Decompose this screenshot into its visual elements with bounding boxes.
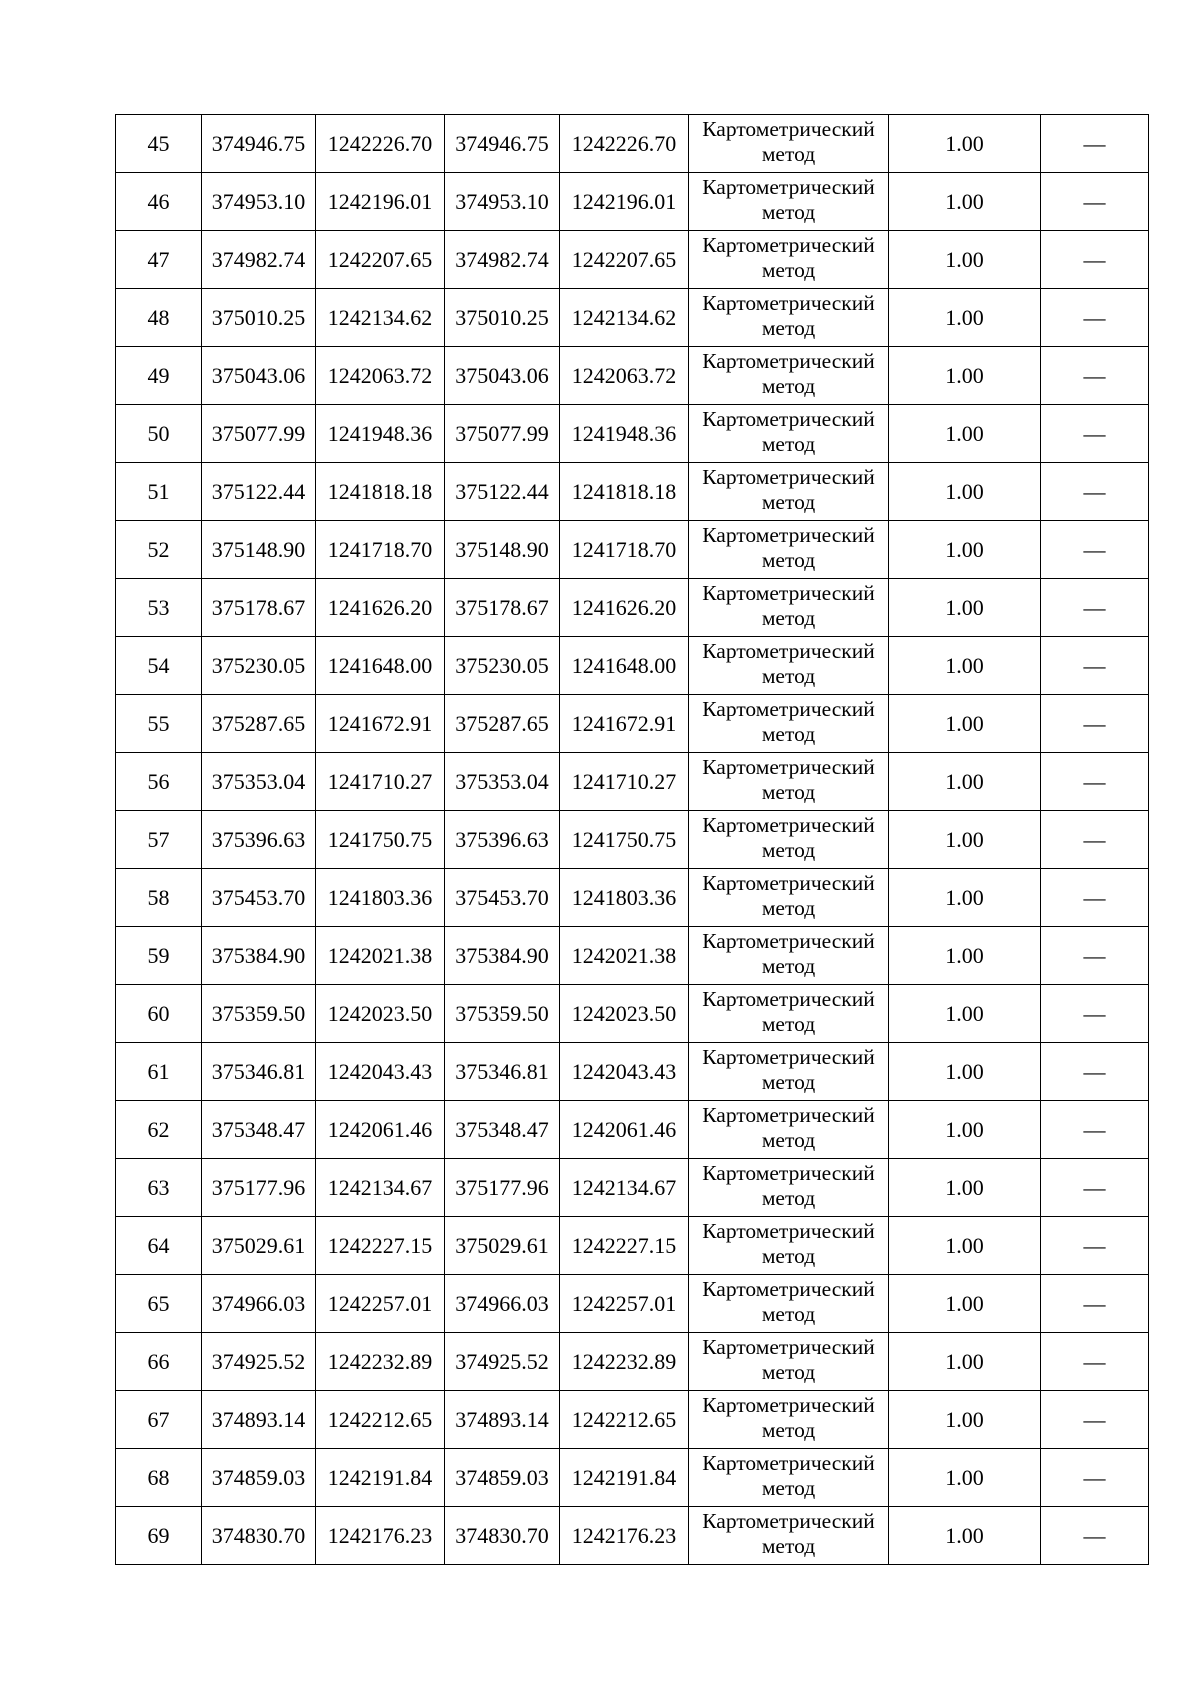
point-number-cell: 66 (116, 1333, 202, 1391)
x-new-cell: 375177.96 (445, 1159, 560, 1217)
point-number-cell: 60 (116, 985, 202, 1043)
y-new-cell: 1242196.01 (560, 173, 689, 231)
table-row (116, 695, 1149, 753)
y-new-cell: 1241626.20 (560, 579, 689, 637)
method-cell: Картометрический метод (689, 637, 889, 695)
method-cell: Картометрический метод (689, 521, 889, 579)
table-row (116, 521, 1149, 579)
x-old-cell: 375178.67 (202, 579, 316, 637)
table-row (116, 1275, 1149, 1333)
description-cell: — (1041, 289, 1149, 347)
y-old-cell: 1242212.65 (316, 1391, 445, 1449)
method-cell: Картометрический метод (689, 579, 889, 637)
y-old-cell: 1241648.00 (316, 637, 445, 695)
accuracy-cell: 1.00 (889, 1159, 1041, 1217)
method-cell: Картометрический метод (689, 1159, 889, 1217)
x-new-cell: 375122.44 (445, 463, 560, 521)
accuracy-cell: 1.00 (889, 753, 1041, 811)
description-cell: — (1041, 869, 1149, 927)
description-cell: — (1041, 637, 1149, 695)
method-cell: Картометрический метод (689, 1391, 889, 1449)
y-old-cell: 1242227.15 (316, 1217, 445, 1275)
accuracy-cell: 1.00 (889, 1333, 1041, 1391)
x-new-cell: 375230.05 (445, 637, 560, 695)
table-body (116, 115, 1149, 1565)
method-cell: Картометрический метод (689, 1507, 889, 1565)
point-number-cell: 59 (116, 927, 202, 985)
accuracy-cell: 1.00 (889, 637, 1041, 695)
description-cell: — (1041, 521, 1149, 579)
table-row (116, 811, 1149, 869)
method-cell: Картометрический метод (689, 1217, 889, 1275)
x-old-cell: 375396.63 (202, 811, 316, 869)
x-new-cell: 375029.61 (445, 1217, 560, 1275)
table-row (116, 231, 1149, 289)
accuracy-cell: 1.00 (889, 173, 1041, 231)
y-new-cell: 1242063.72 (560, 347, 689, 405)
x-old-cell: 375177.96 (202, 1159, 316, 1217)
y-old-cell: 1242063.72 (316, 347, 445, 405)
description-cell: — (1041, 1043, 1149, 1101)
y-new-cell: 1242023.50 (560, 985, 689, 1043)
x-new-cell: 375077.99 (445, 405, 560, 463)
y-old-cell: 1242207.65 (316, 231, 445, 289)
x-new-cell: 375287.65 (445, 695, 560, 753)
y-old-cell: 1241750.75 (316, 811, 445, 869)
x-old-cell: 374925.52 (202, 1333, 316, 1391)
table-row (116, 347, 1149, 405)
y-new-cell: 1241750.75 (560, 811, 689, 869)
table-row (116, 985, 1149, 1043)
method-cell: Картометрический метод (689, 753, 889, 811)
description-cell: — (1041, 405, 1149, 463)
x-new-cell: 374830.70 (445, 1507, 560, 1565)
accuracy-cell: 1.00 (889, 985, 1041, 1043)
accuracy-cell: 1.00 (889, 405, 1041, 463)
x-new-cell: 375043.06 (445, 347, 560, 405)
x-new-cell: 375346.81 (445, 1043, 560, 1101)
accuracy-cell: 1.00 (889, 695, 1041, 753)
x-new-cell: 374946.75 (445, 115, 560, 173)
method-cell: Картометрический метод (689, 347, 889, 405)
accuracy-cell: 1.00 (889, 1449, 1041, 1507)
table-row (116, 1101, 1149, 1159)
point-number-cell: 47 (116, 231, 202, 289)
point-number-cell: 63 (116, 1159, 202, 1217)
y-new-cell: 1241803.36 (560, 869, 689, 927)
y-new-cell: 1242212.65 (560, 1391, 689, 1449)
accuracy-cell: 1.00 (889, 521, 1041, 579)
x-new-cell: 375010.25 (445, 289, 560, 347)
y-old-cell: 1242176.23 (316, 1507, 445, 1565)
point-number-cell: 69 (116, 1507, 202, 1565)
x-old-cell: 375122.44 (202, 463, 316, 521)
accuracy-cell: 1.00 (889, 1275, 1041, 1333)
y-new-cell: 1242021.38 (560, 927, 689, 985)
accuracy-cell: 1.00 (889, 115, 1041, 173)
table-row (116, 1507, 1149, 1565)
description-cell: — (1041, 173, 1149, 231)
y-old-cell: 1242021.38 (316, 927, 445, 985)
y-new-cell: 1242257.01 (560, 1275, 689, 1333)
y-new-cell: 1241718.70 (560, 521, 689, 579)
description-cell: — (1041, 927, 1149, 985)
table-row (116, 1333, 1149, 1391)
method-cell: Картометрический метод (689, 1449, 889, 1507)
x-old-cell: 374830.70 (202, 1507, 316, 1565)
accuracy-cell: 1.00 (889, 1507, 1041, 1565)
x-old-cell: 375346.81 (202, 1043, 316, 1101)
accuracy-cell: 1.00 (889, 811, 1041, 869)
table-row (116, 579, 1149, 637)
description-cell: — (1041, 1333, 1149, 1391)
accuracy-cell: 1.00 (889, 1043, 1041, 1101)
point-number-cell: 64 (116, 1217, 202, 1275)
method-cell: Картометрический метод (689, 1275, 889, 1333)
y-new-cell: 1241710.27 (560, 753, 689, 811)
table-row (116, 927, 1149, 985)
method-cell: Картометрический метод (689, 405, 889, 463)
table-row (116, 869, 1149, 927)
x-new-cell: 374893.14 (445, 1391, 560, 1449)
x-old-cell: 374953.10 (202, 173, 316, 231)
x-old-cell: 375043.06 (202, 347, 316, 405)
y-old-cell: 1242134.67 (316, 1159, 445, 1217)
method-cell: Картометрический метод (689, 173, 889, 231)
method-cell: Картометрический метод (689, 869, 889, 927)
accuracy-cell: 1.00 (889, 231, 1041, 289)
x-new-cell: 375453.70 (445, 869, 560, 927)
table-row (116, 115, 1149, 173)
y-new-cell: 1242134.67 (560, 1159, 689, 1217)
y-old-cell: 1242232.89 (316, 1333, 445, 1391)
accuracy-cell: 1.00 (889, 463, 1041, 521)
x-old-cell: 374982.74 (202, 231, 316, 289)
coordinates-table (115, 114, 1149, 1565)
x-new-cell: 374953.10 (445, 173, 560, 231)
accuracy-cell: 1.00 (889, 579, 1041, 637)
x-new-cell: 375384.90 (445, 927, 560, 985)
point-number-cell: 57 (116, 811, 202, 869)
x-new-cell: 374982.74 (445, 231, 560, 289)
x-old-cell: 374946.75 (202, 115, 316, 173)
y-old-cell: 1241672.91 (316, 695, 445, 753)
point-number-cell: 54 (116, 637, 202, 695)
x-new-cell: 375148.90 (445, 521, 560, 579)
point-number-cell: 49 (116, 347, 202, 405)
y-new-cell: 1241648.00 (560, 637, 689, 695)
accuracy-cell: 1.00 (889, 927, 1041, 985)
method-cell: Картометрический метод (689, 695, 889, 753)
y-old-cell: 1242226.70 (316, 115, 445, 173)
description-cell: — (1041, 1391, 1149, 1449)
x-old-cell: 375077.99 (202, 405, 316, 463)
y-old-cell: 1242061.46 (316, 1101, 445, 1159)
method-cell: Картометрический метод (689, 1101, 889, 1159)
accuracy-cell: 1.00 (889, 1391, 1041, 1449)
x-old-cell: 374966.03 (202, 1275, 316, 1333)
description-cell: — (1041, 115, 1149, 173)
method-cell: Картометрический метод (689, 985, 889, 1043)
table-row (116, 1217, 1149, 1275)
description-cell: — (1041, 1507, 1149, 1565)
accuracy-cell: 1.00 (889, 347, 1041, 405)
y-new-cell: 1242226.70 (560, 115, 689, 173)
y-new-cell: 1241948.36 (560, 405, 689, 463)
x-old-cell: 374859.03 (202, 1449, 316, 1507)
point-number-cell: 58 (116, 869, 202, 927)
y-old-cell: 1242043.43 (316, 1043, 445, 1101)
y-old-cell: 1242257.01 (316, 1275, 445, 1333)
x-old-cell: 375029.61 (202, 1217, 316, 1275)
y-new-cell: 1242232.89 (560, 1333, 689, 1391)
x-new-cell: 374925.52 (445, 1333, 560, 1391)
point-number-cell: 62 (116, 1101, 202, 1159)
y-new-cell: 1242061.46 (560, 1101, 689, 1159)
y-new-cell: 1242134.62 (560, 289, 689, 347)
y-old-cell: 1241626.20 (316, 579, 445, 637)
y-old-cell: 1242196.01 (316, 173, 445, 231)
table-row (116, 637, 1149, 695)
accuracy-cell: 1.00 (889, 1217, 1041, 1275)
y-new-cell: 1242227.15 (560, 1217, 689, 1275)
accuracy-cell: 1.00 (889, 869, 1041, 927)
y-old-cell: 1241710.27 (316, 753, 445, 811)
point-number-cell: 55 (116, 695, 202, 753)
description-cell: — (1041, 347, 1149, 405)
method-cell: Картометрический метод (689, 115, 889, 173)
x-new-cell: 375396.63 (445, 811, 560, 869)
accuracy-cell: 1.00 (889, 289, 1041, 347)
description-cell: — (1041, 1159, 1149, 1217)
method-cell: Картометрический метод (689, 1333, 889, 1391)
y-new-cell: 1242207.65 (560, 231, 689, 289)
point-number-cell: 56 (116, 753, 202, 811)
y-new-cell: 1241672.91 (560, 695, 689, 753)
method-cell: Картометрический метод (689, 463, 889, 521)
y-new-cell: 1242191.84 (560, 1449, 689, 1507)
table-row (116, 1043, 1149, 1101)
x-new-cell: 375348.47 (445, 1101, 560, 1159)
point-number-cell: 68 (116, 1449, 202, 1507)
table-row (116, 463, 1149, 521)
y-old-cell: 1242134.62 (316, 289, 445, 347)
x-old-cell: 375348.47 (202, 1101, 316, 1159)
table-row (116, 753, 1149, 811)
accuracy-cell: 1.00 (889, 1101, 1041, 1159)
description-cell: — (1041, 753, 1149, 811)
table-row (116, 1449, 1149, 1507)
y-old-cell: 1241803.36 (316, 869, 445, 927)
table-row (116, 289, 1149, 347)
x-old-cell: 375359.50 (202, 985, 316, 1043)
point-number-cell: 52 (116, 521, 202, 579)
method-cell: Картометрический метод (689, 811, 889, 869)
table-row (116, 173, 1149, 231)
point-number-cell: 61 (116, 1043, 202, 1101)
description-cell: — (1041, 695, 1149, 753)
method-cell: Картометрический метод (689, 231, 889, 289)
method-cell: Картометрический метод (689, 289, 889, 347)
method-cell: Картометрический метод (689, 927, 889, 985)
y-old-cell: 1241818.18 (316, 463, 445, 521)
point-number-cell: 65 (116, 1275, 202, 1333)
point-number-cell: 67 (116, 1391, 202, 1449)
description-cell: — (1041, 1275, 1149, 1333)
description-cell: — (1041, 231, 1149, 289)
x-new-cell: 375359.50 (445, 985, 560, 1043)
x-old-cell: 375010.25 (202, 289, 316, 347)
x-old-cell: 375230.05 (202, 637, 316, 695)
y-old-cell: 1242191.84 (316, 1449, 445, 1507)
point-number-cell: 51 (116, 463, 202, 521)
y-new-cell: 1242043.43 (560, 1043, 689, 1101)
table-row (116, 1391, 1149, 1449)
y-old-cell: 1241718.70 (316, 521, 445, 579)
table-row (116, 1159, 1149, 1217)
description-cell: — (1041, 1449, 1149, 1507)
point-number-cell: 48 (116, 289, 202, 347)
y-old-cell: 1242023.50 (316, 985, 445, 1043)
x-new-cell: 374966.03 (445, 1275, 560, 1333)
x-old-cell: 375148.90 (202, 521, 316, 579)
point-number-cell: 46 (116, 173, 202, 231)
y-old-cell: 1241948.36 (316, 405, 445, 463)
x-old-cell: 375453.70 (202, 869, 316, 927)
description-cell: — (1041, 1101, 1149, 1159)
x-old-cell: 375353.04 (202, 753, 316, 811)
description-cell: — (1041, 579, 1149, 637)
y-new-cell: 1242176.23 (560, 1507, 689, 1565)
x-new-cell: 374859.03 (445, 1449, 560, 1507)
y-new-cell: 1241818.18 (560, 463, 689, 521)
x-new-cell: 375178.67 (445, 579, 560, 637)
x-new-cell: 375353.04 (445, 753, 560, 811)
method-cell: Картометрический метод (689, 1043, 889, 1101)
description-cell: — (1041, 985, 1149, 1043)
point-number-cell: 53 (116, 579, 202, 637)
x-old-cell: 375384.90 (202, 927, 316, 985)
description-cell: — (1041, 1217, 1149, 1275)
point-number-cell: 45 (116, 115, 202, 173)
x-old-cell: 374893.14 (202, 1391, 316, 1449)
description-cell: — (1041, 811, 1149, 869)
table-row (116, 405, 1149, 463)
x-old-cell: 375287.65 (202, 695, 316, 753)
description-cell: — (1041, 463, 1149, 521)
point-number-cell: 50 (116, 405, 202, 463)
